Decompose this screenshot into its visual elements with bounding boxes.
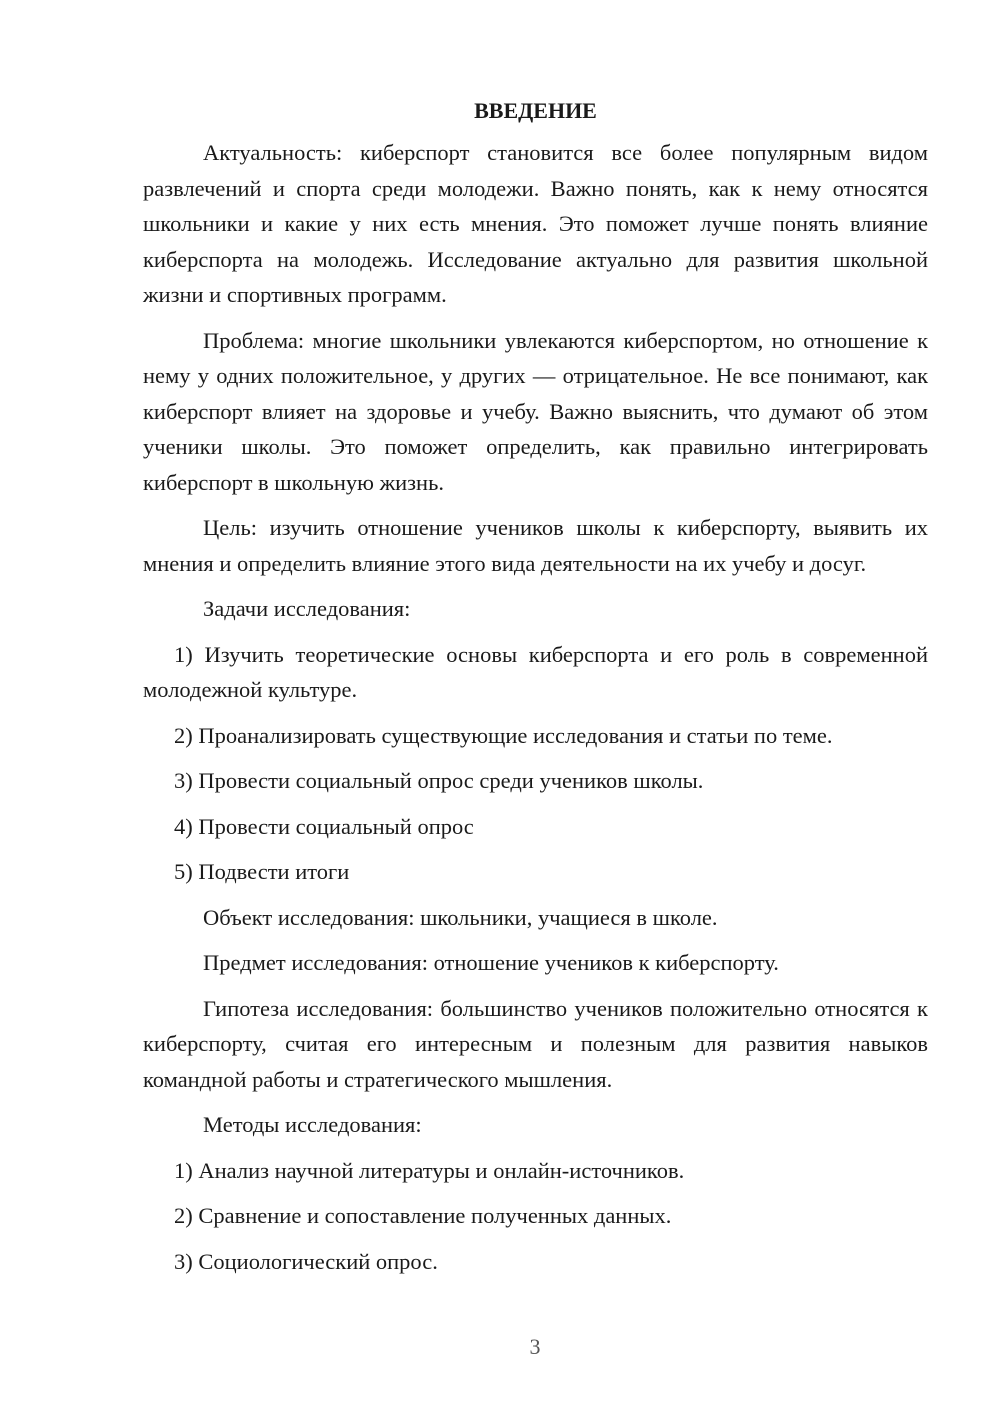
- object-paragraph: Объект исследования: школьники, учащиеся в школе.: [203, 904, 718, 930]
- problem-paragraph: Проблема: многие школьники увлекаются киберспортом, но отношение к нему у одних положительное, у других — отрицательное. Не все понимают, как киберспорт влияет на здоровье и учебу. Важно выяснить, что думают об этом ученики школы. Это поможет определить, как правильно интегрировать киберспорт в школьную жизнь.: [143, 327, 928, 495]
- hypothesis-paragraph: Гипотеза исследования: большинство учеников положительно относятся к киберспорту, считая его интересным и полезным для развития навыков командной работы и стратегического мышления.: [143, 995, 928, 1092]
- method-item-2: 2) Сравнение и сопоставление полученных данных.: [174, 1203, 672, 1228]
- page-heading: ВВЕДЕНИЕ: [474, 98, 597, 123]
- task-item-3: 3) Провести социальный опрос среди учеников школы.: [174, 768, 704, 793]
- tasks-title: Задачи исследования:: [203, 596, 411, 621]
- method-item-1: 1) Анализ научной литературы и онлайн-источников.: [174, 1157, 685, 1183]
- task-item-1: 1) Изучить теоретические основы киберспорта и его роль в современной молодежной культуре.: [143, 641, 928, 702]
- method-item-3: 3) Социологический опрос.: [174, 1248, 438, 1274]
- goal-paragraph: Цель: изучить отношение учеников школы к киберспорту, выявить их мнения и определить влияние этого вида деятельности на их учебу и досуг.: [143, 515, 928, 576]
- methods-title: Методы исследования:: [203, 1112, 422, 1137]
- task-item-5: 5) Подвести итоги: [174, 859, 350, 884]
- page-number: 3: [529, 1334, 541, 1359]
- page-content: [143, 96, 928, 1289]
- task-item-2: 2) Проанализировать существующие исследования и статьи по теме.: [174, 722, 833, 748]
- subject-paragraph: Предмет исследования: отношение учеников к киберспорту.: [203, 950, 779, 975]
- task-item-4: 4) Провести социальный опрос: [174, 813, 474, 839]
- relevance-paragraph: Актуальность: киберспорт становится все более популярным видом развлечений и спорта среди молодежи. Важно понять, как к нему относятся школьники и какие у них есть мнения. Это поможет лучше понять влияние киберспорта на молодежь. Исследование актуально для развития школьной жизни и спортивных программ.: [143, 140, 928, 307]
